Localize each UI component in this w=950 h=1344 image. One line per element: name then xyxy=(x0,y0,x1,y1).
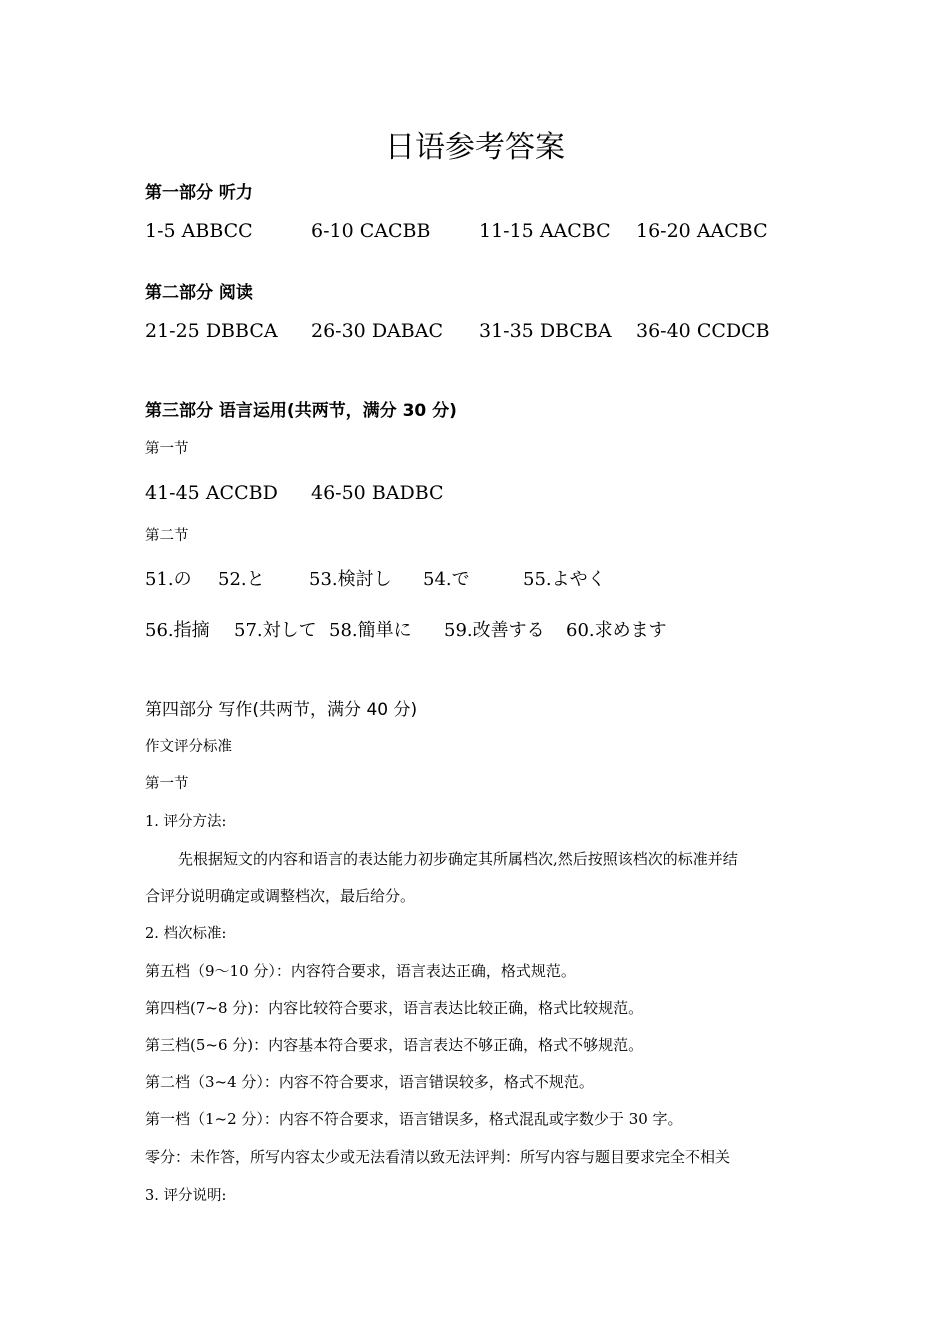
level-item: 第三档(5~6 分)：内容基本符合要求，语言表达不够正确，格式不够规范。 xyxy=(145,1036,644,1054)
fill-answer: 52.と xyxy=(218,569,265,590)
answer-group: 16-20 AACBC xyxy=(636,220,768,242)
fill-answer: 58.簡単に xyxy=(329,620,412,641)
page-title: 日语参考答案 xyxy=(385,130,565,165)
section-label: 第一节 xyxy=(145,776,189,792)
answer-group: 21-25 DBBCA xyxy=(145,320,278,342)
part1-heading: 第一部分 听力 xyxy=(145,183,253,203)
fill-answer: 57.対して xyxy=(234,620,317,641)
paragraph-line: 合评分说明确定或调整档次，最后给分。 xyxy=(145,887,416,905)
section-label: 第一节 xyxy=(145,441,189,457)
notes-label: 3. 评分说明: xyxy=(145,1188,227,1204)
level-item: 第五档（9～10 分）：内容符合要求，语言表达正确，格式规范。 xyxy=(145,962,576,980)
paragraph-line: 先根据短文的内容和语言的表达能力初步确定其所属档次,然后按照该档次的标准并结 xyxy=(178,850,738,868)
answer-group: 46-50 BADBC xyxy=(311,482,444,504)
part4-heading: 第四部分 写作(共两节，满分 40 分) xyxy=(145,700,418,720)
answer-group: 1-5 ABBCC xyxy=(145,220,253,242)
levels-label: 2. 档次标准: xyxy=(145,926,227,942)
fill-answer: 55.よやく xyxy=(523,569,606,590)
method-label: 1. 评分方法: xyxy=(145,814,227,830)
fill-answer: 53.検討し xyxy=(309,569,392,590)
answer-group: 6-10 CACBB xyxy=(311,220,431,242)
level-item: 第四档(7~8 分)：内容比较符合要求，语言表达比较正确，格式比较规范。 xyxy=(145,999,644,1017)
fill-answer: 60.求めます xyxy=(566,620,667,641)
answer-group: 36-40 CCDCB xyxy=(636,320,770,342)
fill-answer: 51.の xyxy=(145,569,192,590)
level-item: 第一档（1~2 分）：内容不符合要求，语言错误多，格式混乱或字数少于 30 字。 xyxy=(145,1110,683,1128)
fill-answer: 56.指摘 xyxy=(145,620,210,641)
level-item: 零分：未作答，所写内容太少或无法看清以致无法评判：所写内容与题目要求完全不相关 xyxy=(145,1148,731,1166)
part3-heading: 第三部分 语言运用(共两节，满分 30 分) xyxy=(145,401,457,421)
level-item: 第二档（3~4 分）：内容不符合要求，语言错误较多，格式不规范。 xyxy=(145,1073,594,1091)
answer-group: 41-45 ACCBD xyxy=(145,482,278,504)
criteria-title: 作文评分标准 xyxy=(145,739,232,755)
fill-answer: 54.で xyxy=(423,569,470,590)
section-label: 第二节 xyxy=(145,528,189,544)
part2-heading: 第二部分 阅读 xyxy=(145,283,253,303)
answer-group: 31-35 DBCBA xyxy=(479,320,612,342)
answer-group: 26-30 DABAC xyxy=(311,320,443,342)
fill-answer: 59.改善する xyxy=(444,620,545,641)
answer-group: 11-15 AACBC xyxy=(479,220,611,242)
